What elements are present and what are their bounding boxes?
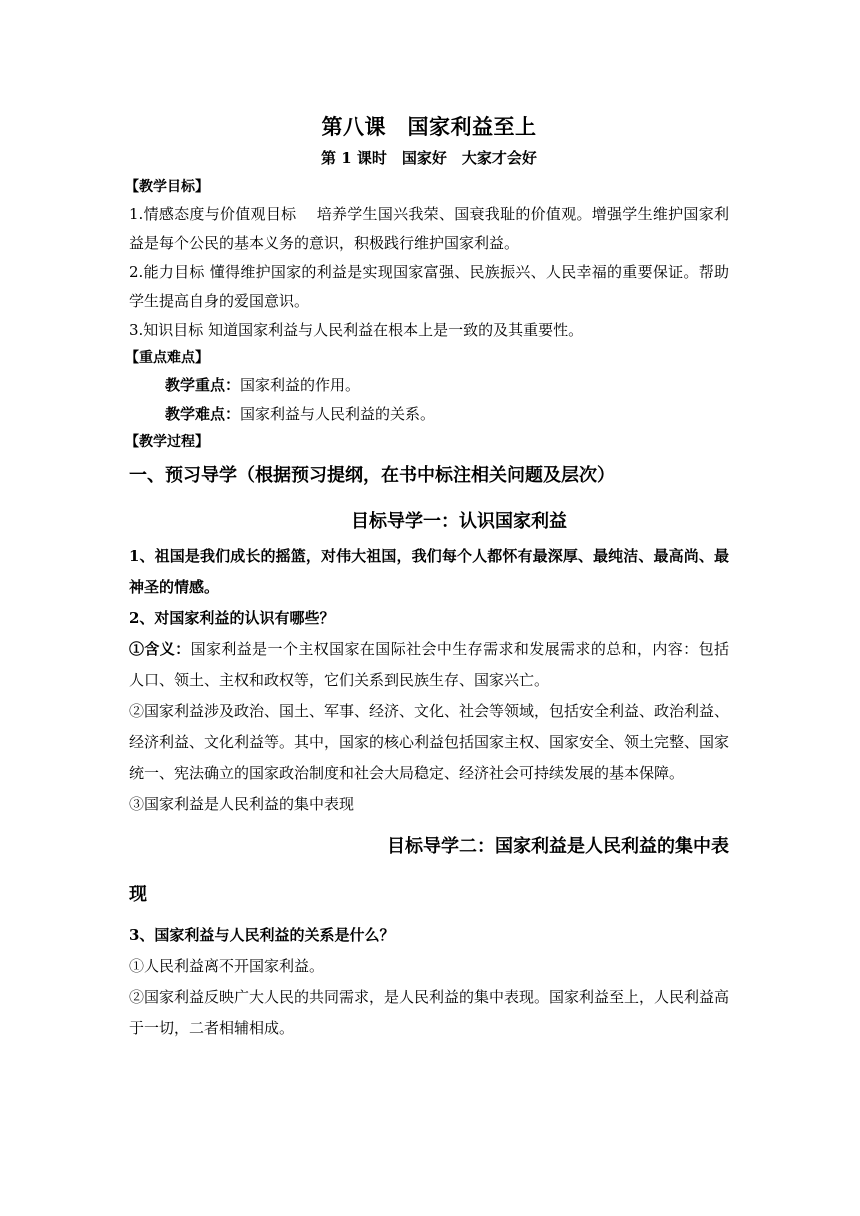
answer-2-3: ③国家利益是人民利益的集中表现 [129, 795, 355, 813]
answer-3-1: ①人民利益离不开国家利益。 [129, 957, 325, 975]
key-point [129, 371, 729, 400]
lesson-subtitle: 第 1 课时 国家好 大家才会好 [321, 149, 537, 167]
document-body [125, 110, 730, 1044]
question-1: 1、祖国是我们成长的摇篮，对伟大祖国，我们每个人都怀有最深厚、最纯洁、最高尚、最神圣的情感。 [129, 547, 729, 596]
key-point-label: 教学重点： [165, 376, 241, 394]
objective-2: 2.能力目标 懂得维护国家的利益是实现国家富强、民族振兴、人民幸福的重要保证。帮助学生提高自身的爱国意识。 [129, 263, 729, 310]
answer-2-1-text: 国家利益是一个主权国家在国际社会中生存需求和发展需求的总和，内容：包括人口、领土、主权和政权等，它们关系到民族生存、国家兴亡。 [129, 640, 729, 689]
process-heading: 【教学过程】 [125, 434, 209, 450]
goal-2-heading-continued: 现 [129, 884, 147, 905]
answer-2-1 [129, 634, 729, 696]
key-points-heading: 【重点难点】 [125, 350, 209, 366]
goal-1-heading: 目标导学一：认识国家利益 [351, 511, 567, 532]
question-2: 2、对国家利益的认识有哪些？ [129, 609, 335, 627]
preview-heading: 一、预习导学（根据预习提纲，在书中标注相关问题及层次） [129, 465, 615, 486]
lesson-title: 第八课 国家利益至上 [321, 114, 537, 139]
difficult-point-label: 教学难点： [165, 405, 241, 423]
answer-2-2: ②国家利益涉及政治、国土、军事、经济、文化、社会等领域，包括安全利益、政治利益、经济利益、文化利益等。其中，国家的核心利益包括国家主权、国家安全、领土完整、国家统一、宪法确立的国家政治制度和社会大局稳定、经济社会可持续发展的基本保障。 [129, 702, 730, 782]
difficult-point-text: 国家利益与人民利益的关系。 [240, 405, 436, 423]
answer-3-2: ②国家利益反映广大人民的共同需求，是人民利益的集中表现。国家利益至上，人民利益高于一切，二者相辅相成。 [129, 988, 730, 1037]
objectives-heading: 【教学目标】 [125, 179, 209, 195]
objective-3: 3.知识目标 知道国家利益与人民利益在根本上是一致的及其重要性。 [129, 321, 584, 339]
goal-2-heading: 目标导学二：国家利益是人民利益的集中表 [387, 836, 729, 857]
question-3: 3、国家利益与人民利益的关系是什么？ [129, 926, 395, 944]
difficult-point [129, 400, 729, 429]
answer-2-1-label: ①含义： [129, 640, 191, 658]
key-point-text: 国家利益的作用。 [240, 376, 361, 394]
objective-1: 1.情感态度与价值观目标 培养学生国兴我荣、国衰我耻的价值观。增强学生维护国家利益是每个公民的基本义务的意识，积极践行维护国家利益。 [129, 205, 729, 252]
